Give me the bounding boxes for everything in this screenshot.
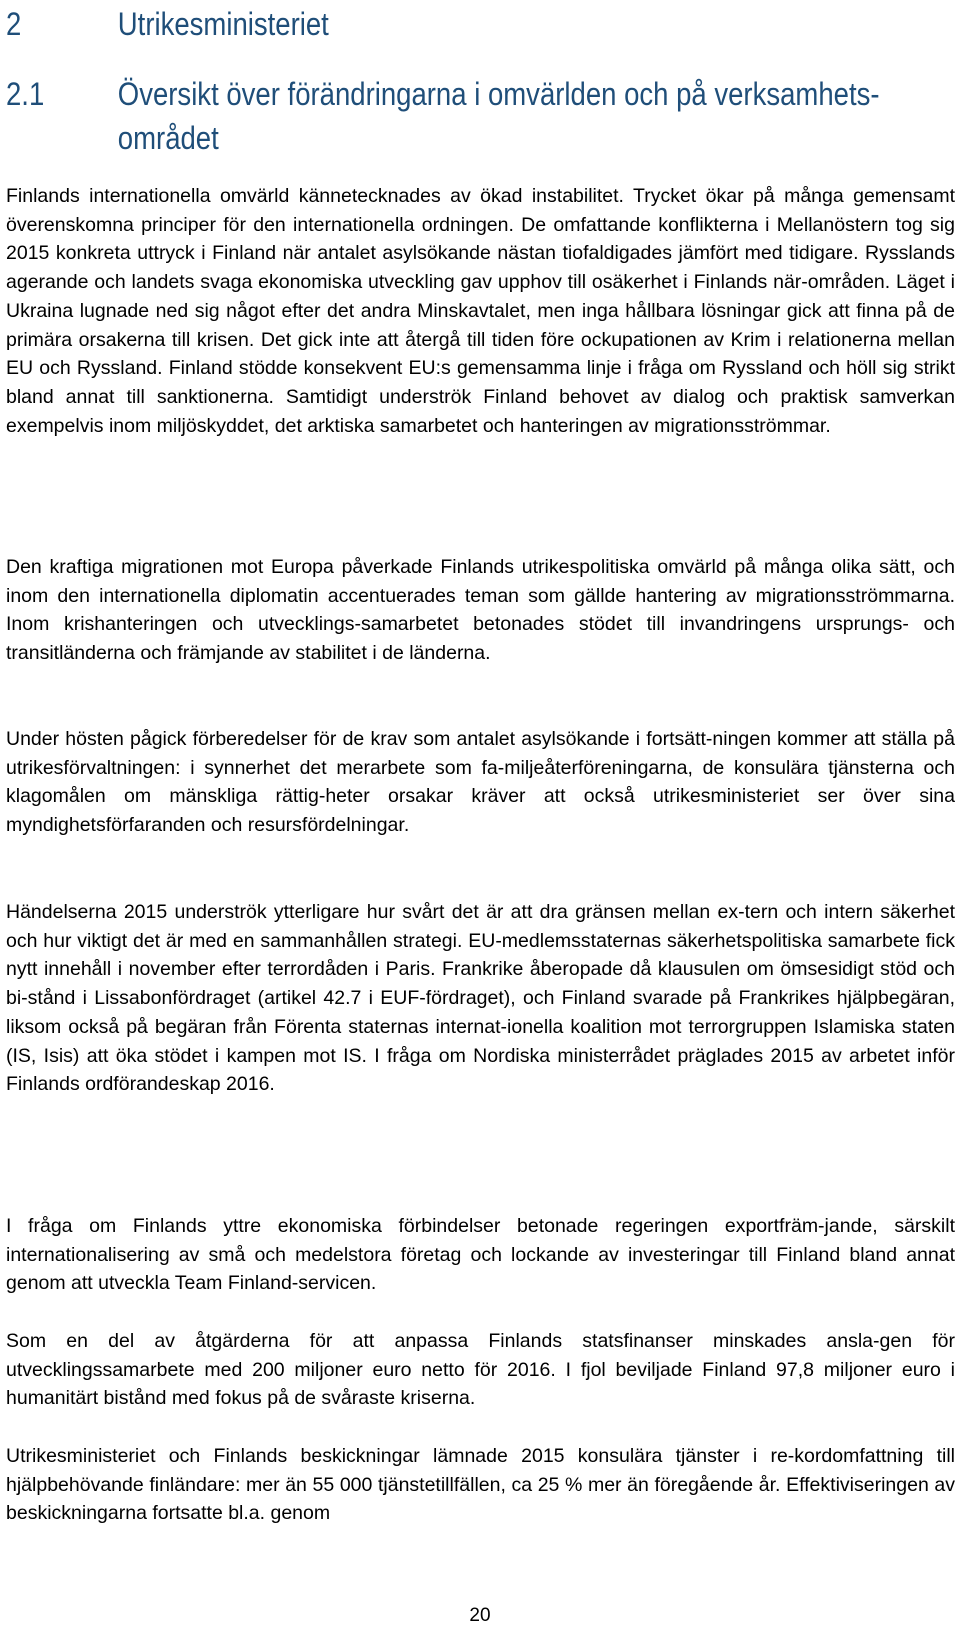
body-paragraph-3: Under hösten pågick förberedelser för de krav som antalet asylsökande i fortsätt-ningen kommer att ställa på utrikesförvaltningen: i synnerhet det merarbete som fa-miljeåterföreningarna, de konsulära tjänsterna och klagomålen om mänskliga rättig-heter orsakar kräver att också utrikesministeriet ser över sina myndighetsförfaranden och resursfördelningar.	[6, 728, 955, 837]
page-number: 20	[469, 1605, 491, 1626]
section-title-line1: Översikt över förändringarna i omvärlden och på verksamhets-	[117, 76, 880, 112]
section-title-line2: området	[117, 120, 219, 156]
body-paragraph-6: Som en del av åtgärderna för att anpassa Finlands statsfinanser minskades ansla-gen för utvecklingssamarbete med 200 miljoner euro netto för 2016. I fjol beviljade Finland 97,8 miljoner euro i humanitärt bistånd med fokus på de svåraste kriserna.	[6, 1330, 955, 1410]
chapter-number: 2	[6, 6, 22, 42]
section-heading	[6, 72, 880, 160]
chapter-title: Utrikesministeriet	[117, 6, 329, 42]
body-paragraph-4: Händelserna 2015 underströk ytterligare hur svårt det är att dra gränsen mellan ex-tern och intern säkerhet och hur viktigt det är med en sammanhållen strategi. EU-medlemsstaternas säkerhetspolitiska samarbete fick nytt innehåll i november efter terrordåden i Paris. Frankrike åberopade då klausulen om ömsesidigt stöd och bi-stånd i Lissabonfördraget (artikel 42.7 i EUF-fördraget), och Finland svarade på Frankrikes hjälpbegäran, liksom också på begäran från Förenta staternas internat-ionella koalition mot terrorgruppen Islamiska staten (IS, Isis) att öka stödet i kampen mot IS. I fråga om Nordiska ministerrådet präglades 2015 av arbetet inför Finlands ordförandeskap 2016.	[6, 901, 955, 1096]
body-paragraph-5: I fråga om Finlands yttre ekonomiska förbindelser betonade regeringen exportfräm-jande, särskilt internationalisering av små och medelstora företag och lockande av investeringar till Finland bland annat genom att utveckla Team Finland-servicen.	[6, 1215, 955, 1295]
body-paragraph-2: Den kraftiga migrationen mot Europa påverkade Finlands utrikespolitiska omvärld på många olika sätt, och inom den internationella diplomatin accentuerades teman som gällde hantering av migrationsströmmarna. Inom krishanteringen och utvecklings-samarbetet betonades stödet till invandringens ursprungs- och transitländerna och främjande av stabilitet i de länderna.	[6, 556, 955, 665]
section-number: 2.1	[6, 76, 45, 112]
body-paragraph-7: Utrikesministeriet och Finlands beskickningar lämnade 2015 konsulära tjänster i re-kordomfattning till hjälpbehövande finländare: mer än 55 000 tjänstetillfällen, ca 25 % mer än föregående år. Effektiviseringen av beskickningarna fortsatte bl.a. genom	[6, 1445, 955, 1525]
chapter-heading	[6, 2, 832, 46]
body-paragraph-1: Finlands internationella omvärld kännetecknades av ökad instabilitet. Trycket ökar på många gemensamt överenskomna principer för den internationella ordningen. De omfattande konflikterna i Mellanöstern tog sig 2015 konkreta uttryck i Finland när antalet asylsökande nästan tiofaldigades jämfört med tidigare. Rysslands agerande och landets svaga ekonomiska utveckling gav upphov till osäkerhet i Finlands när-områden. Läget i Ukraina lugnade ned sig något efter det andra Minskavtalet, men inga hållbara lösningar gick att finna på de primära orsakerna till krisen. Det gick inte att återgå till tiden före ockupationen av Krim i relationerna mellan EU och Ryssland. Finland stödde konsekvent EU:s gemensamma linje i fråga om Ryssland och höll sig strikt bland annat till sanktionerna. Samtidigt underströk Finland behovet av dialog och praktisk samverkan exempelvis inom miljöskyddet, det arktiska samarbetet och hanteringen av migrationsströmmar.	[6, 185, 955, 437]
